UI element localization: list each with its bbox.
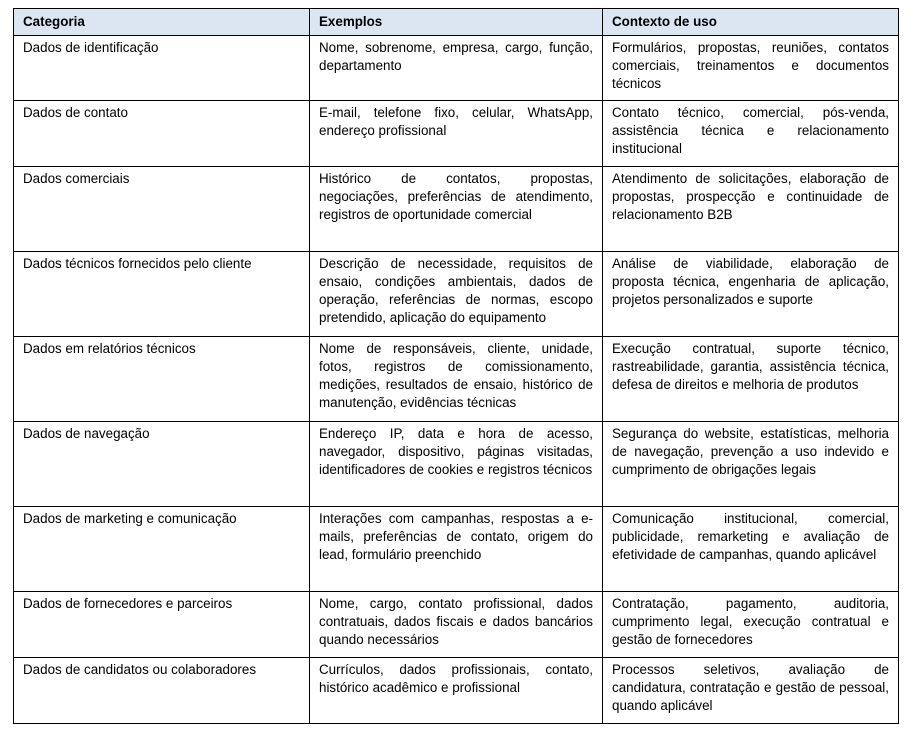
cell-contexto: Contato técnico, comercial, pós-venda, assistência técnica e relacionamento institucional	[603, 101, 899, 167]
cell-exemplos: Interações com campanhas, respostas a e-mails, preferências de contato, origem do lead, formulário preenchido	[310, 507, 603, 592]
header-exemplos: Exemplos	[310, 9, 603, 36]
cell-categoria: Dados de navegação	[14, 422, 310, 507]
cell-exemplos: Nome de responsáveis, cliente, unidade, fotos, registros de comissionamento, medições, resultados de ensaio, histórico de manutenção, evidências técnicas	[310, 337, 603, 422]
cell-exemplos: E-mail, telefone fixo, celular, WhatsApp, endereço profissional	[310, 101, 603, 167]
table-row	[14, 592, 899, 658]
header-contexto: Contexto de uso	[603, 9, 899, 36]
cell-contexto: Contratação, pagamento, auditoria, cumprimento legal, execução contratual e gestão de fornecedores	[603, 592, 899, 658]
cell-categoria: Dados de contato	[14, 101, 310, 167]
cell-categoria: Dados técnicos fornecidos pelo cliente	[14, 252, 310, 337]
cell-categoria: Dados de marketing e comunicação	[14, 507, 310, 592]
table-row	[14, 252, 899, 337]
table-row	[14, 101, 899, 167]
cell-exemplos: Histórico de contatos, propostas, negociações, preferências de atendimento, registros de oportunidade comercial	[310, 167, 603, 252]
cell-contexto: Análise de viabilidade, elaboração de proposta técnica, engenharia de aplicação, projetos personalizados e suporte	[603, 252, 899, 337]
cell-contexto: Segurança do website, estatísticas, melhoria de navegação, prevenção a uso indevido e cumprimento de obrigações legais	[603, 422, 899, 507]
cell-exemplos: Nome, cargo, contato profissional, dados contratuais, dados fiscais e dados bancários quando necessários	[310, 592, 603, 658]
header-categoria: Categoria	[14, 9, 310, 36]
cell-exemplos: Endereço IP, data e hora de acesso, navegador, dispositivo, páginas visitadas, identificadores de cookies e registros técnicos	[310, 422, 603, 507]
cell-contexto: Atendimento de solicitações, elaboração de propostas, prospecção e continuidade de relacionamento B2B	[603, 167, 899, 252]
table-row	[14, 507, 899, 592]
table-row	[14, 36, 899, 101]
cell-categoria: Dados em relatórios técnicos	[14, 337, 310, 422]
cell-contexto: Comunicação institucional, comercial, publicidade, remarketing e avaliação de efetividade de campanhas, quando aplicável	[603, 507, 899, 592]
table-row	[14, 422, 899, 507]
table-row	[14, 167, 899, 252]
cell-categoria: Dados de fornecedores e parceiros	[14, 592, 310, 658]
data-categories-table	[13, 8, 899, 724]
table-header-row	[14, 9, 899, 36]
cell-categoria: Dados comerciais	[14, 167, 310, 252]
cell-exemplos: Nome, sobrenome, empresa, cargo, função, departamento	[310, 36, 603, 101]
cell-exemplos: Currículos, dados profissionais, contato, histórico acadêmico e profissional	[310, 658, 603, 724]
cell-contexto: Execução contratual, suporte técnico, rastreabilidade, garantia, assistência técnica, defesa de direitos e melhoria de produtos	[603, 337, 899, 422]
cell-categoria: Dados de candidatos ou colaboradores	[14, 658, 310, 724]
cell-contexto: Formulários, propostas, reuniões, contatos comerciais, treinamentos e documentos técnicos	[603, 36, 899, 101]
cell-exemplos: Descrição de necessidade, requisitos de ensaio, condições ambientais, dados de operação, referências de normas, escopo pretendido, aplicação do equipamento	[310, 252, 603, 337]
cell-categoria: Dados de identificação	[14, 36, 310, 101]
cell-contexto: Processos seletivos, avaliação de candidatura, contratação e gestão de pessoal, quando aplicável	[603, 658, 899, 724]
table-row	[14, 337, 899, 422]
table-row	[14, 658, 899, 724]
